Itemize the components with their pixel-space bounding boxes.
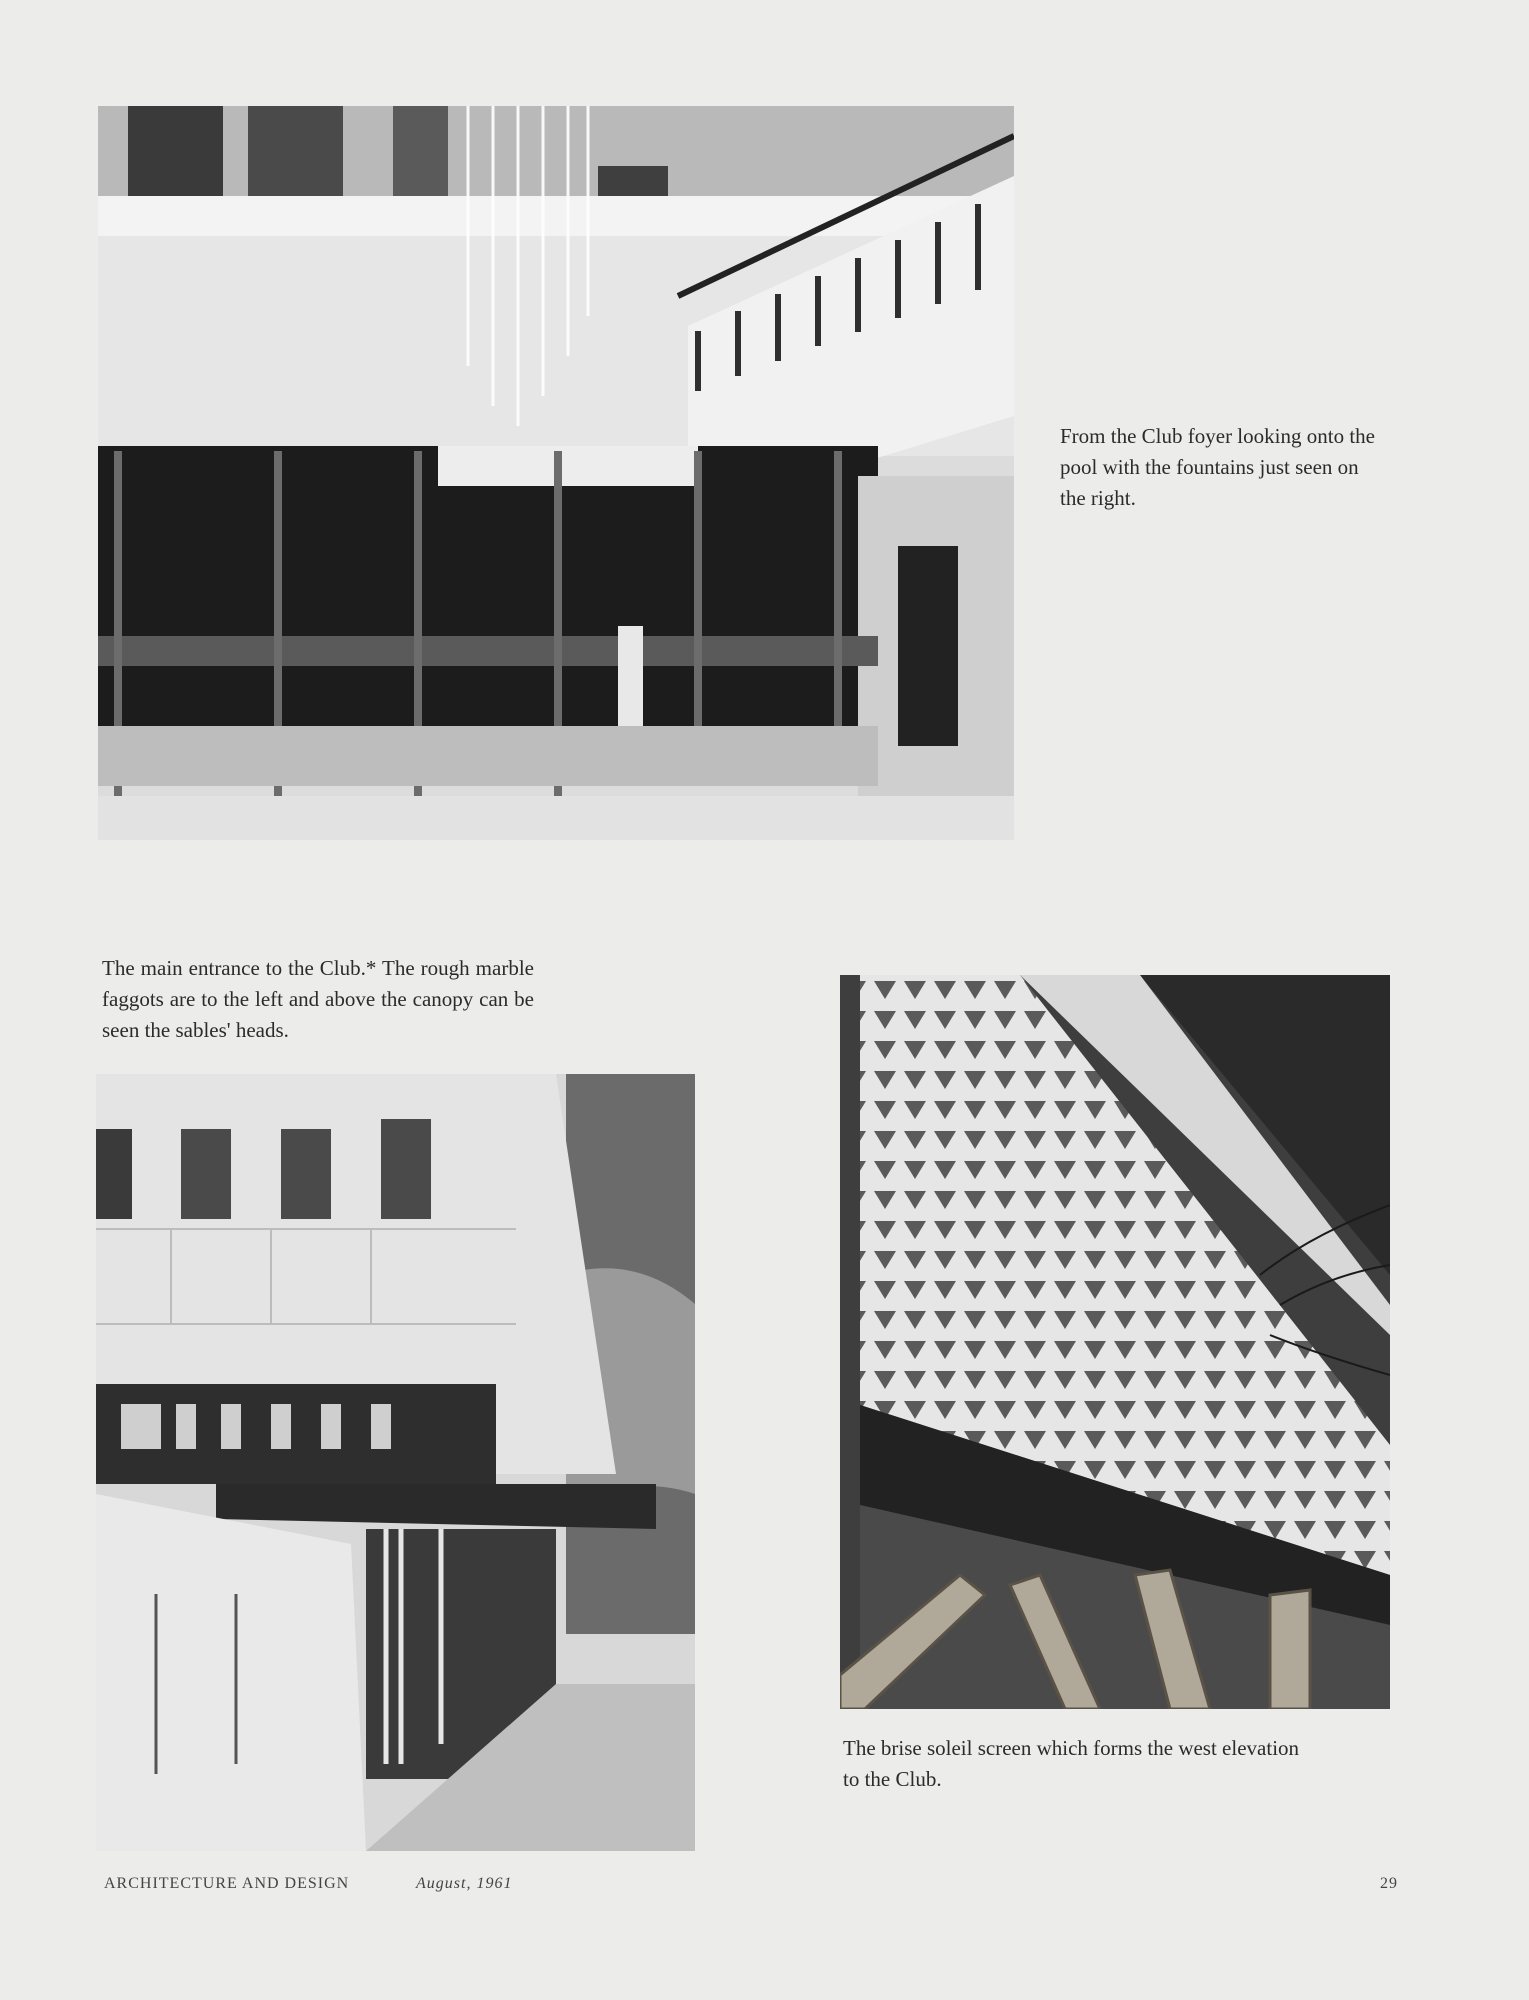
page-number: 29 [1380,1875,1398,1892]
brise-soleil-photo [840,975,1390,1709]
footer-publication: ARCHITECTURE AND DESIGN [104,1875,350,1892]
entrance-caption: The main entrance to the Club.* The rough marble faggots are to the left and above the canopy can be seen the sables' heads. [102,956,534,1042]
footer-date: August, 1961 [416,1875,513,1892]
foyer-caption: From the Club foyer looking onto the pool with the fountains just seen on the right. [1060,424,1375,510]
brise-soleil-caption: The brise soleil screen which forms the west elevation to the Club. [843,1736,1300,1791]
entrance-photo [96,1074,695,1851]
foyer-photo [98,106,1014,840]
